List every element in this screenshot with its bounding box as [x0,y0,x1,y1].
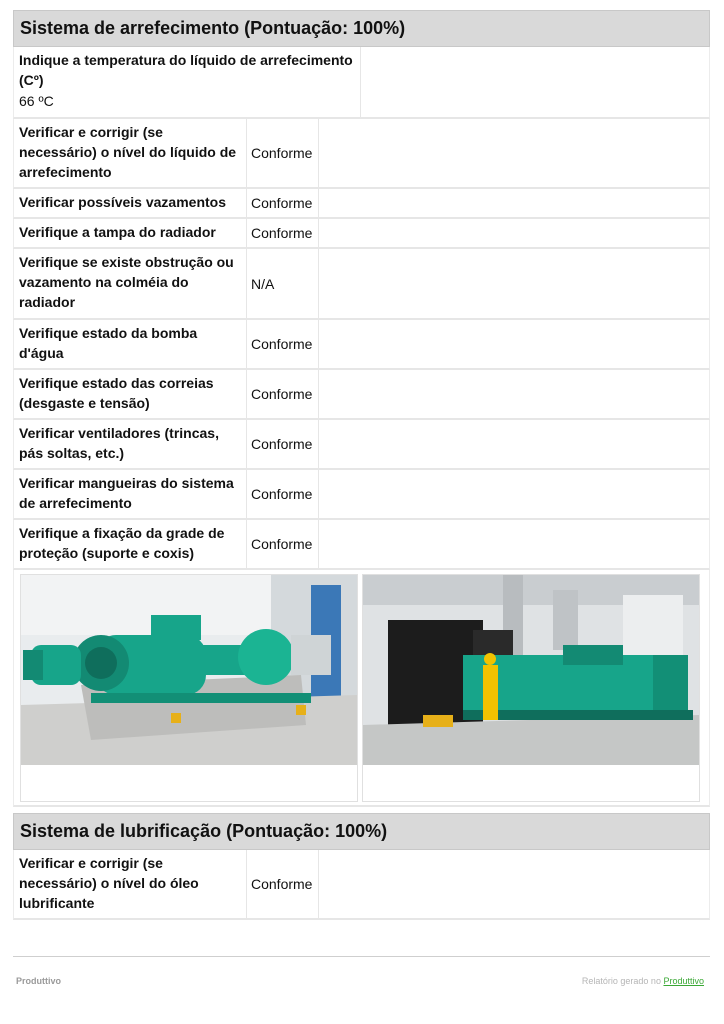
checklist-question: Verificar mangueiras do sistema de arrefecimento [14,470,247,518]
checklist-row [13,370,710,420]
checklist-answer: N/A [247,249,319,318]
checklist-question: Verificar e corrigir (se necessário) o nível do óleo lubrificante [14,850,247,918]
report-page [13,10,710,920]
checklist-answer: Conforme [247,189,319,217]
footer-generated-by [582,976,704,986]
section-title: Sistema de lubrificação (Pontuação: 100%) [20,821,388,841]
photo-generator[interactable] [362,574,700,802]
temperature-row [13,47,710,119]
checklist-question: Verifique se existe obstrução ou vazamento na colméia do radiador [14,249,247,318]
temperature-value: 66 ºC [19,93,54,109]
footer-link[interactable]: Produttivo [663,976,704,986]
checklist-answer: Conforme [247,420,319,468]
checklist-row [13,420,710,470]
checklist-row [13,119,710,189]
checklist-row [13,219,710,249]
checklist-answer: Conforme [247,520,319,568]
checklist-row [13,249,710,320]
checklist-question: Verificar e corrigir (se necessário) o nível do líquido de arrefecimento [14,119,247,187]
checklist-question: Verifique estado das correias (desgaste e tensão) [14,370,247,418]
section-header-cooling [13,10,710,47]
checklist-answer: Conforme [247,470,319,518]
temperature-question: Indique a temperatura do líquido de arrefecimento (Cº) [19,52,353,88]
checklist-answer: Conforme [247,219,319,247]
checklist-question: Verifique estado da bomba d'água [14,320,247,368]
photo-attachments [13,570,710,807]
checklist-question: Verificar ventiladores (trincas, pás soltas, etc.) [14,420,247,468]
checklist-question: Verifique a tampa do radiador [14,219,247,247]
photo-pump[interactable] [20,574,358,802]
checklist-row [13,320,710,370]
checklist-answer: Conforme [247,320,319,368]
section-header-lubrication [13,813,710,850]
checklist-row [13,470,710,520]
checklist-question: Verifique a fixação da grade de proteção (suporte e coxis) [14,520,247,568]
section-title: Sistema de arrefecimento (Pontuação: 100%) [20,18,406,38]
checklist-answer: Conforme [247,850,319,918]
checklist-answer: Conforme [247,370,319,418]
checklist-row [13,850,710,920]
temperature-cell [14,47,361,117]
footer-divider [13,956,710,957]
footer-brand: Produttivo [16,976,61,986]
footer-prefix: Relatório gerado no [581,976,661,986]
checklist-question: Verificar possíveis vazamentos [14,189,247,217]
checklist-row [13,520,710,570]
checklist-answer: Conforme [247,119,319,187]
checklist-row [13,189,710,219]
